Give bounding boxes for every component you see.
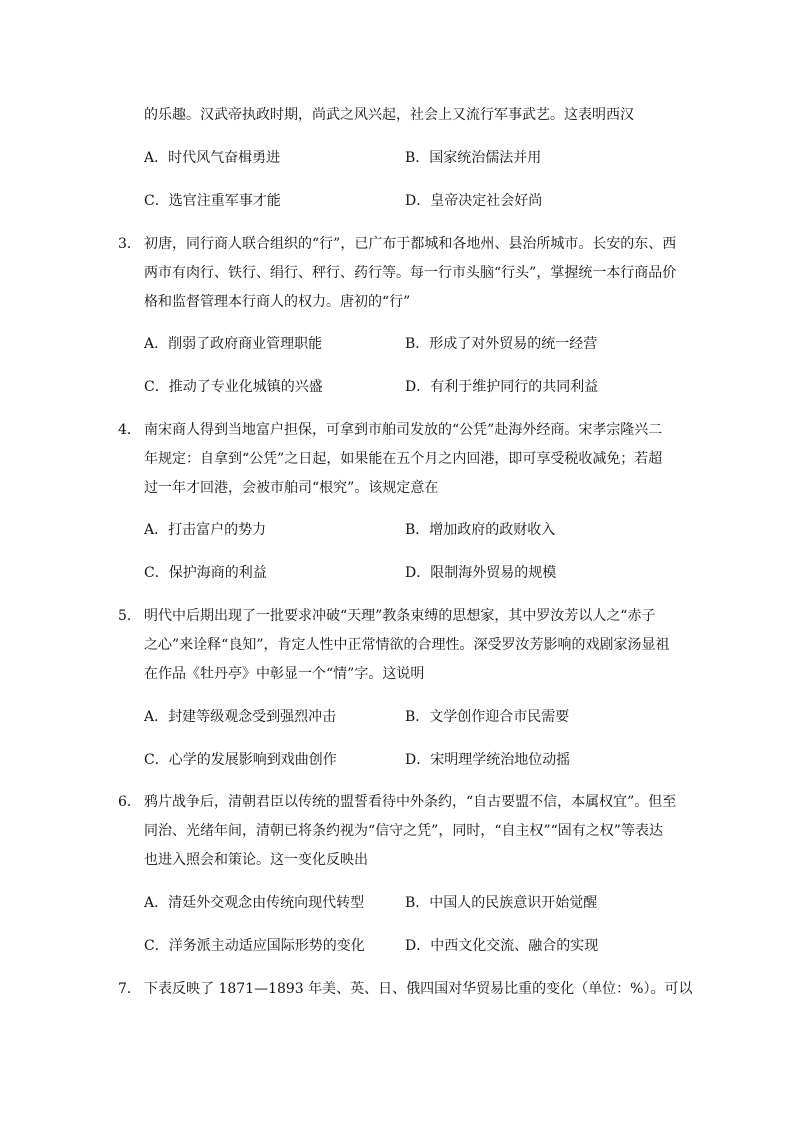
question-6-stem-line-2: 同治、光绪年间，清朝已将条约视为“信守之凭”，同时，“自主权”“固有之权”等表达 <box>144 823 663 839</box>
question-5-option-c: C．心学的发展影响到戏曲创作 <box>144 752 337 768</box>
question-2-option-d: D．皇帝决定社会好尚 <box>405 193 543 209</box>
question-3-option-d: D．有利于维护同行的共同利益 <box>405 379 599 395</box>
question-5-option-d: D．宋明理学统治地位动摇 <box>405 752 571 768</box>
question-2-option-c: C．选官注重军事才能 <box>144 193 281 209</box>
question-3-option-a: A．削弱了政府商业管理职能 <box>144 336 323 352</box>
question-4-stem-line-3: 过一年才回港，会被市舶司“根究”。该规定意在 <box>144 480 439 496</box>
question-5-stem-line-2: 之心”来诠释“良知”，肯定人性中正常情欲的合理性。深受罗汝芳影响的戏剧家汤显祖 <box>144 637 670 653</box>
question-6-option-d: D．中西文化交流、融合的实现 <box>405 938 599 954</box>
question-4-option-a: A．打击富户的势力 <box>144 522 267 538</box>
question-6-option-a: A．清廷外交观念由传统向现代转型 <box>144 895 365 911</box>
question-3-number: 3． <box>118 236 141 252</box>
question-5-stem-line-3: 在作品《牡丹亭》中彰显一个“情”字。这说明 <box>144 666 425 682</box>
question-7-stem-line-1: 下表反映了 1871—1893 年美、英、日、俄四国对华贸易比重的变化（单位：%）。可以 <box>144 981 693 997</box>
question-4-option-b: B．增加政府的政财收入 <box>405 522 556 538</box>
question-6-option-b: B．中国人的民族意识开始觉醒 <box>405 895 598 911</box>
question-7-number: 7． <box>118 981 141 997</box>
question-6-number: 6． <box>118 794 141 810</box>
question-5-option-a: A．封建等级观念受到强烈冲击 <box>144 709 337 725</box>
question-3-option-b: B．形成了对外贸易的统一经营 <box>405 336 598 352</box>
question-3-option-c: C．推动了专业化城镇的兴盛 <box>144 379 323 395</box>
question-2-tail: 的乐趣。汉武帝执政时期，尚武之风兴起，社会上又流行军事武艺。这表明西汉 <box>144 107 634 123</box>
question-4-option-c: C．保护海商的利益 <box>144 565 267 581</box>
question-5-stem-line-1: 明代中后期出现了一批要求冲破“天理”教条束缚的思想家，其中罗汝芳以人之“赤子 <box>144 608 656 624</box>
question-5-option-b: B．文学创作迎合市民需要 <box>405 709 570 725</box>
question-2-option-b: B．国家统治儒法并用 <box>405 150 542 166</box>
question-4-stem-line-2: 年规定：自拿到“公凭”之日起，如果能在五个月之内回港，即可享受税收减免；若超 <box>144 451 663 467</box>
question-4-stem-line-1: 南宋商人得到当地富户担保，可拿到市舶司发放的“公凭”赴海外经商。宋孝宗隆兴二 <box>144 422 663 438</box>
question-4-number: 4． <box>118 422 141 438</box>
question-2-option-a: A．时代风气奋楫勇进 <box>144 150 281 166</box>
question-3-stem-line-2: 两市有肉行、铁行、绢行、秤行、药行等。每一行市头脑“行头”，掌握统一本行商品价 <box>144 265 677 281</box>
question-3-stem-line-3: 格和监督管理本行商人的权力。唐初的“行” <box>144 294 411 310</box>
question-6-stem-line-1: 鸦片战争后，清朝君臣以传统的盟誓看待中外条约，“自古要盟不信，本属权宜”。但至 <box>144 794 677 810</box>
question-6-option-c: C．洋务派主动适应国际形势的变化 <box>144 938 365 954</box>
question-4-option-d: D．限制海外贸易的规模 <box>405 565 557 581</box>
question-5-number: 5． <box>118 608 141 624</box>
question-3-stem-line-1: 初唐，同行商人联合组织的“行”，已广布于都城和各地州、县治所城市。长安的东、西 <box>144 236 677 252</box>
question-6-stem-line-3: 也进入照会和策论。这一变化反映出 <box>144 852 368 868</box>
